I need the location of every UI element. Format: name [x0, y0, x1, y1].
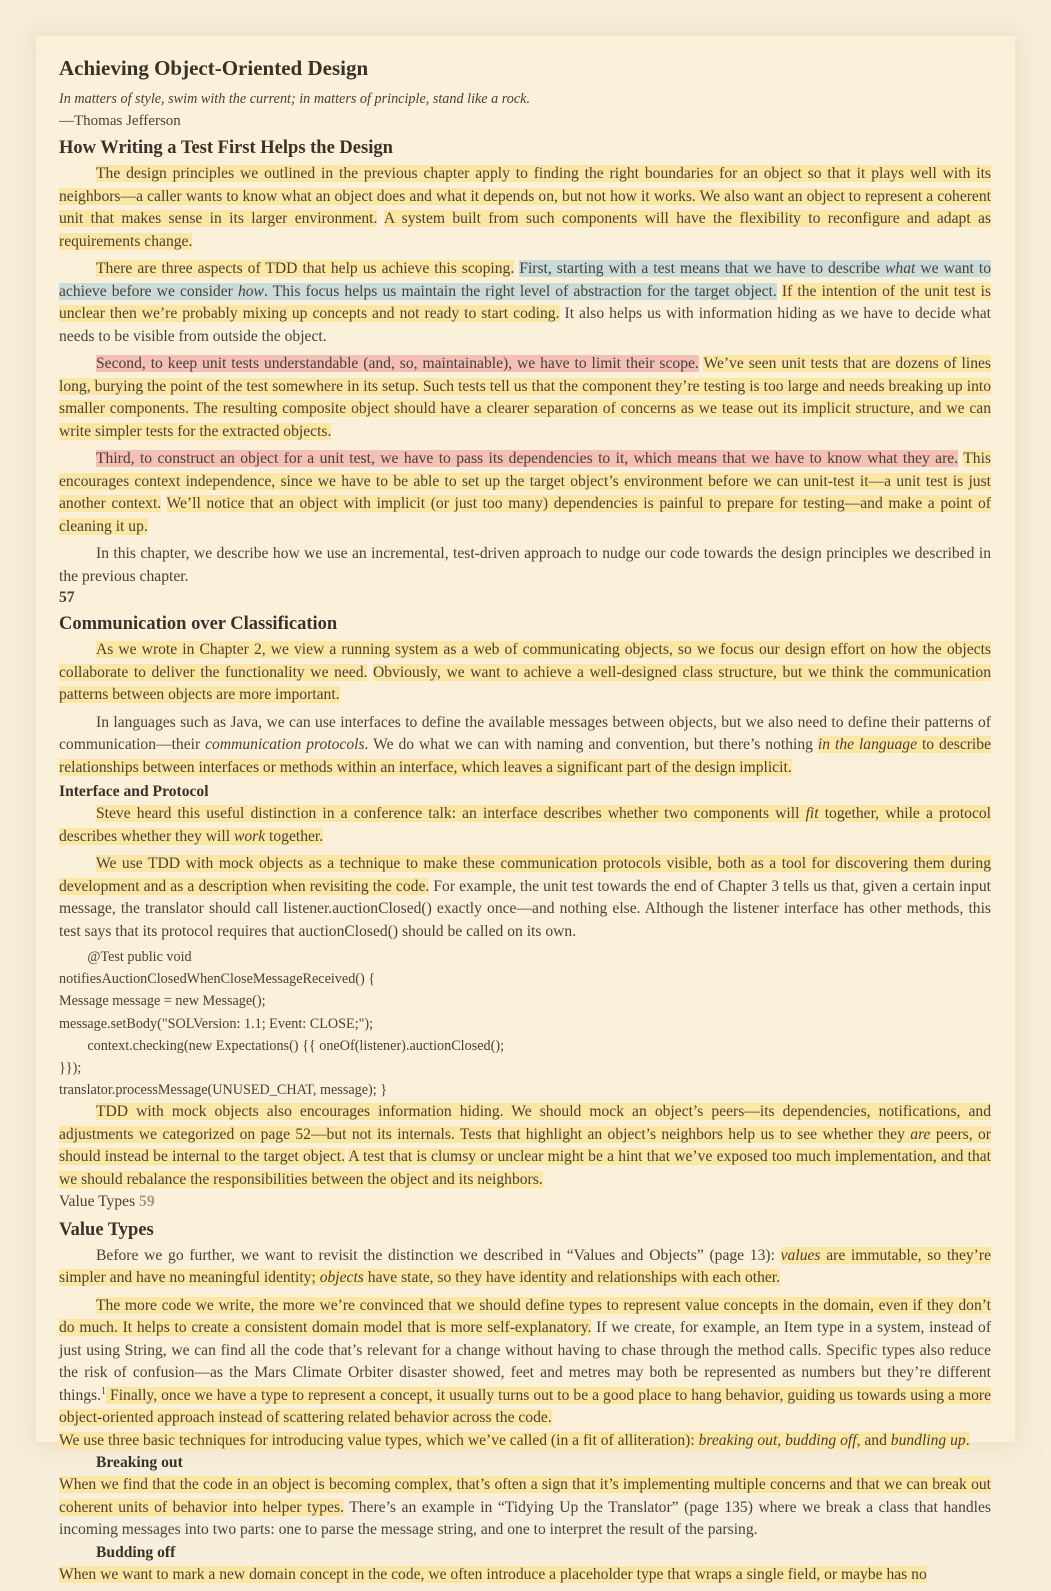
highlight-yellow[interactable]: As we wrote in Chapter 2, we view a running system as a web of communicating objects, so we focus our design effort on how the objects collaborate to deliver the functionality we need. [59, 641, 991, 681]
paragraph [59, 639, 991, 707]
highlight-yellow[interactable]: There are three aspects of TDD that help us achieve this scoping. [96, 260, 515, 277]
paragraph [59, 1101, 991, 1191]
highlight-yellow[interactable]: Steve heard this useful distinction in a conference talk: an interface describes whether two components will fit together, while a protocol describes whether they will work together. [59, 805, 991, 845]
highlight-yellow[interactable]: We’ve seen unit tests that are dozens of lines long, burying the point of the test somewhere in its setup. Such tests tell us that the component they’re testing is too large and needs breaking up into smaller components. The resulting composite object should have a clearer separation of concerns as we tease out its implicit structure, and we can write simpler tests for the extracted objects. [59, 355, 991, 440]
highlight-yellow[interactable]: TDD with mock objects also encourages information hiding. We should mock an object’s peers—its dependencies, notifications, and adjustments we categorized on page 52—but not its internals. Tests that highlight an object’s neighbors help us to see whether they are peers, or should instead be internal to the target object. [59, 1103, 991, 1166]
code-line: }}); [59, 1060, 82, 1077]
highlight-red[interactable]: Third, to construct an object for a unit test, we have to pass its dependencies to it, which means that we have to know what they are. [96, 450, 959, 467]
highlight-yellow[interactable]: Finally, once we have a type to represent a concept, it usually turns out to be a good place to hang behavior, guiding us towards using a more object-oriented approach instead of scattering related behavior across the code. [59, 1386, 991, 1427]
section-heading-communication: Communication over Classification [59, 614, 338, 634]
code-line: translator.processMessage(UNUSED_CHAT, message); } [59, 1082, 388, 1099]
highlight-blue[interactable]: First, starting with a test means that we have to describe what we want to achieve before we consider how. This focus helps us maintain the right level of abstraction for the target object. [59, 260, 992, 300]
paragraph: When we find that the code in an object is becoming complex, that’s often a sign that it’s implementing multiple concerns and that we can break out coherent units of behavior into helper types. There’s an example in “Tidying Up the Translator” (page 135) where we break a class that handles incoming messages into two parts: one to parse the message string, and one to interpret the result of the parsing. [59, 1476, 991, 1539]
highlight-yellow[interactable]: The design principles we outlined in the previous chapter apply to finding the right boundaries for an object so that it plays well with its neighbors—a caller wants to know what an object does and what it depends on, but not how it works. We also want an object to represent a coherent unit that makes sense in its larger environment. [59, 165, 991, 227]
highlight-yellow[interactable]: We’ll notice that an object with implicit (or just too many) dependencies is painful to prepare for testing—and make a point of cleaning it up. [59, 495, 991, 535]
paragraph [59, 803, 991, 848]
highlight-yellow[interactable]: This encourages context independence, since we have to be able to set up the target object’s environment before we can unit-test it—a unit test is just another context. [59, 450, 991, 512]
paragraph [59, 353, 991, 443]
paragraph [59, 258, 991, 348]
subsection-heading-breaking-out: Breaking out [96, 1454, 183, 1472]
code-line: message.setBody("SOLVersion: 1.1; Event: CLOSE;"); [59, 1015, 374, 1032]
section-heading-value-types: Value Types [59, 1219, 154, 1240]
paragraph [59, 1430, 991, 1453]
page-number: 57 [59, 589, 75, 606]
document-body [59, 50, 991, 1591]
highlight-yellow[interactable]: The more code we write, the more we’re convinced that we should define types to represent value concepts in the domain, even if they don’t do much. [59, 1296, 991, 1337]
paragraph: The more code we write, the more we’re convinced that we should define types to represent value concepts in the domain, even if they don’t do much. It helps to create a consistent domain model that is more self-explanatory. If we create, for example, an Item type in a system, instead of just using String, we can find all the code that’s relevant for a change without having to chase through the method calls. Specific types also reduce the risk of confusion—as the Mars Climate Orbiter disaster showed, feet and metres may both be represented as numbers but they’re different things.$^1$ Finally, once we have a type to represent a concept, it usually turns out to be a good place to hang behavior, guiding us towards using a more object-oriented approach instead of scattering related behavior across the code. [59, 1296, 992, 1427]
running-head: Value Types 59 [59, 1193, 155, 1211]
running-page-number: 59 [139, 1193, 155, 1211]
plain-text: It also helps us with information hiding as we have to decide what needs to be visible from outside the object. [59, 305, 991, 345]
paragraph [59, 1564, 991, 1587]
highlight-yellow[interactable]: When we want to mark a new domain concept in the code, we often introduce a placeholder type that wraps a single field, or maybe has no [59, 1565, 927, 1583]
highlight-yellow[interactable]: A test that is clumsy or unclear might be a hint that we’ve exposed too much implementation, and that we should rebalance the responsibilities between the object and its neighbors. [59, 1148, 991, 1188]
paragraph [59, 163, 991, 253]
highlight-yellow[interactable]: We use TDD with mock objects as a technique to make these communication protocols visible, both as a tool for discovering them during development and as a description when revisiting the code. [59, 855, 991, 895]
subsection-heading-budding-off: Budding off [96, 1543, 176, 1561]
code-line: context.checking(new Expectations() {{ oneOf(listener).auctionClosed(); [59, 1037, 505, 1054]
code-block [59, 946, 991, 1101]
code-line: @Test public void [59, 949, 192, 965]
epigraph-attribution: —Thomas Jefferson [59, 113, 181, 129]
code-line: notifiesAuctionClosedWhenCloseMessageReceived() { [59, 971, 376, 988]
chapter-title: Achieving Object-Oriented Design [59, 56, 369, 80]
highlight-yellow[interactable]: It helps to create a consistent domain model that is more self-explanatory. [117, 1319, 592, 1337]
highlight-yellow[interactable]: If the intention of the unit test is unclear then we’re probably mixing up concepts and not ready to start coding. [59, 282, 991, 322]
subsection-heading-interface-protocol: Interface and Protocol [59, 783, 209, 800]
paragraph: In languages such as Java, we can use interfaces to define the available messages between objects, but we also need to define their patterns of communication—their communication protocols. We do what we can with naming and convention, but there’s nothing in the language to describe relationships between interfaces or methods within an interface, which leaves a significant part of the design implicit. [59, 713, 991, 776]
code-line: Message message = new Message(); [59, 993, 266, 1010]
paragraph: We use TDD with mock objects as a technique to make these communication protocols visible, both as a tool for discovering them during development and as a description when revisiting the code. For example, the unit test towards the end of Chapter 3 tells us that, given a certain input message, the translator should call listener.auctionClosed() exactly once—and nothing else. Although the listener interface has other methods, this test says that its protocol requires that auctionClosed() should be called on its own. [59, 855, 991, 940]
paragraph: In this chapter, we describe how we use an incremental, test-driven approach to nudge our code towards the design principles we described in the previous chapter. [59, 545, 991, 585]
highlight-yellow[interactable]: When we find that the code in an object is becoming complex, that’s often a sign that it’s implementing multiple concerns and that we can break out coherent units of behavior into helper types. [59, 1476, 991, 1516]
epigraph: In matters of style, swim with the current; in matters of principle, stand like a rock. [59, 91, 531, 107]
highlight-red[interactable]: Second, to keep unit tests understandable (and, so, maintainable), we have to limit their scope. [96, 355, 699, 372]
highlight-yellow[interactable]: A system built from such components will have the flexibility to reconfigure and adapt as requirements change. [59, 210, 991, 250]
paragraph [59, 448, 991, 538]
highlight-yellow[interactable]: We use three basic techniques for introducing value types, which we’ve called (in a fit of alliteration): breaking out, budding off, and bundling up. [59, 1431, 970, 1449]
section-heading-test-first: How Writing a Test First Helps the Design [59, 138, 393, 158]
footnote-marker[interactable]: 1 [101, 1385, 107, 1397]
highlight-yellow[interactable]: values are immutable, so they’re simpler and have no meaningful identity; objects have state, so they have identity and relationships with each other. [59, 1246, 991, 1287]
paragraph: Before we go further, we want to revisit the distinction we described in “Values and Objects” (page 13): values are immutable, so they’re simpler and have no meaningful identity; objects have state, so they have identity and relationships with each other. [59, 1246, 991, 1287]
highlight-yellow[interactable]: in the language to describe relationships between interfaces or methods within an interface, which leaves a significant part of the design implicit. [59, 736, 991, 776]
highlight-yellow[interactable]: Obviously, we want to achieve a well-designed class structure, but we think the communication patterns between objects are more important. [59, 663, 991, 703]
page [36, 36, 1015, 1583]
